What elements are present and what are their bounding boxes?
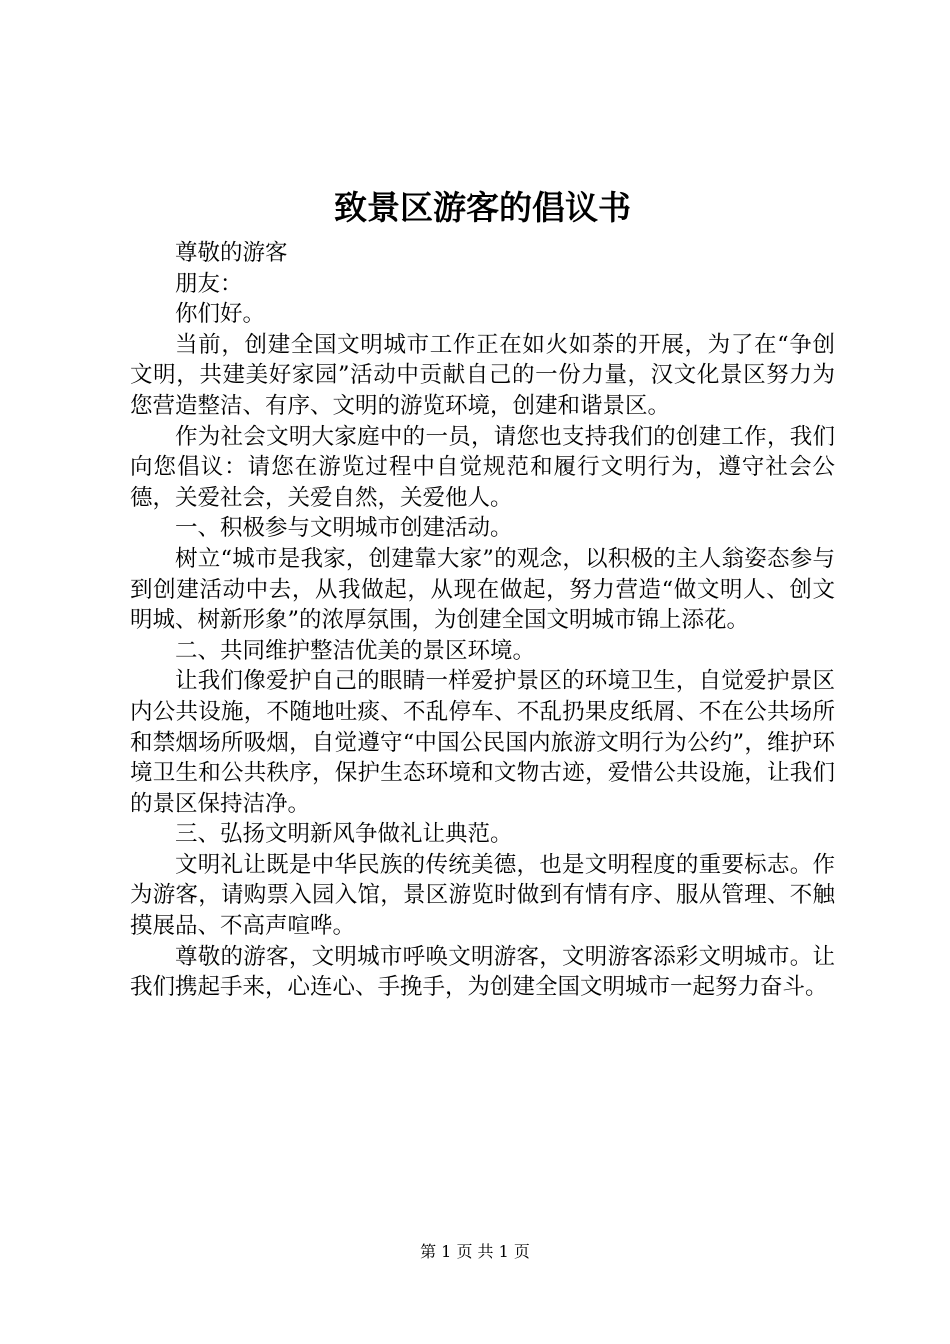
section-heading: 一、积极参与文明城市创建活动。 — [175, 515, 513, 542]
body-paragraph: 作为社会文明大家庭中的一员，请您也支持我们的创建工作，我们向您倡议：请您在游览过程中自觉规范和履行文明行为，遵守社会公德，关爱社会，关爱自然，关爱他人。 — [130, 423, 835, 511]
page-number-label: 第 1 页 共 1 页 — [420, 1242, 530, 1261]
body-paragraph: 让我们像爱护自己的眼睛一样爱护景区的环境卫生，自觉爱护景区内公共设施，不随地吐痰、不乱停车、不乱扔果皮纸屑、不在公共场所和禁烟场所吸烟，自觉遵守“中国公民国内旅游文明行为公约”，维护环境卫生和公共秩序，保护生态环境和文物古迹，爱惜公共设施，让我们的景区保持洁净。 — [130, 668, 835, 817]
body-paragraph: 文明礼让既是中华民族的传统美德，也是文明程度的重要标志。作为游客，请购票入园入馆，景区游览时做到有情有序、服从管理、不触摸展品、不高声喧哗。 — [130, 851, 835, 940]
body-paragraph: 树立“城市是我家，创建靠大家”的观念，以积极的主人翁姿态参与到创建活动中去，从我做起，从现在做起，努力营造“做文明人、创文明城、树新形象”的浓厚氛围，为创建全国文明城市锦上添花。 — [130, 545, 835, 634]
section-heading: 二、共同维护整洁优美的景区环境。 — [175, 637, 536, 664]
closing-paragraph: 尊敬的游客，文明城市呼唤文明游客，文明游客添彩文明城市。让我们携起手来，心连心、手挽手，为创建全国文明城市一起努力奋斗。 — [130, 943, 835, 1001]
page-footer — [0, 1240, 950, 1264]
greeting: 你们好。 — [175, 301, 266, 328]
body-paragraph: 当前，创建全国文明城市工作正在如火如荼的开展，为了在“争创文明，共建美好家园”活动中贡献自己的一份力量，汉文化景区努力为您营造整洁、有序、文明的游览环境，创建和谐景区。 — [130, 331, 835, 419]
salutation-continued: 朋友： — [175, 270, 243, 297]
salutation: 尊敬的游客 — [175, 240, 288, 266]
document-page — [130, 180, 835, 1003]
document-title: 致景区游客的倡议书 — [334, 188, 631, 227]
section-heading: 三、弘扬文明新风争做礼让典范。 — [175, 821, 513, 848]
